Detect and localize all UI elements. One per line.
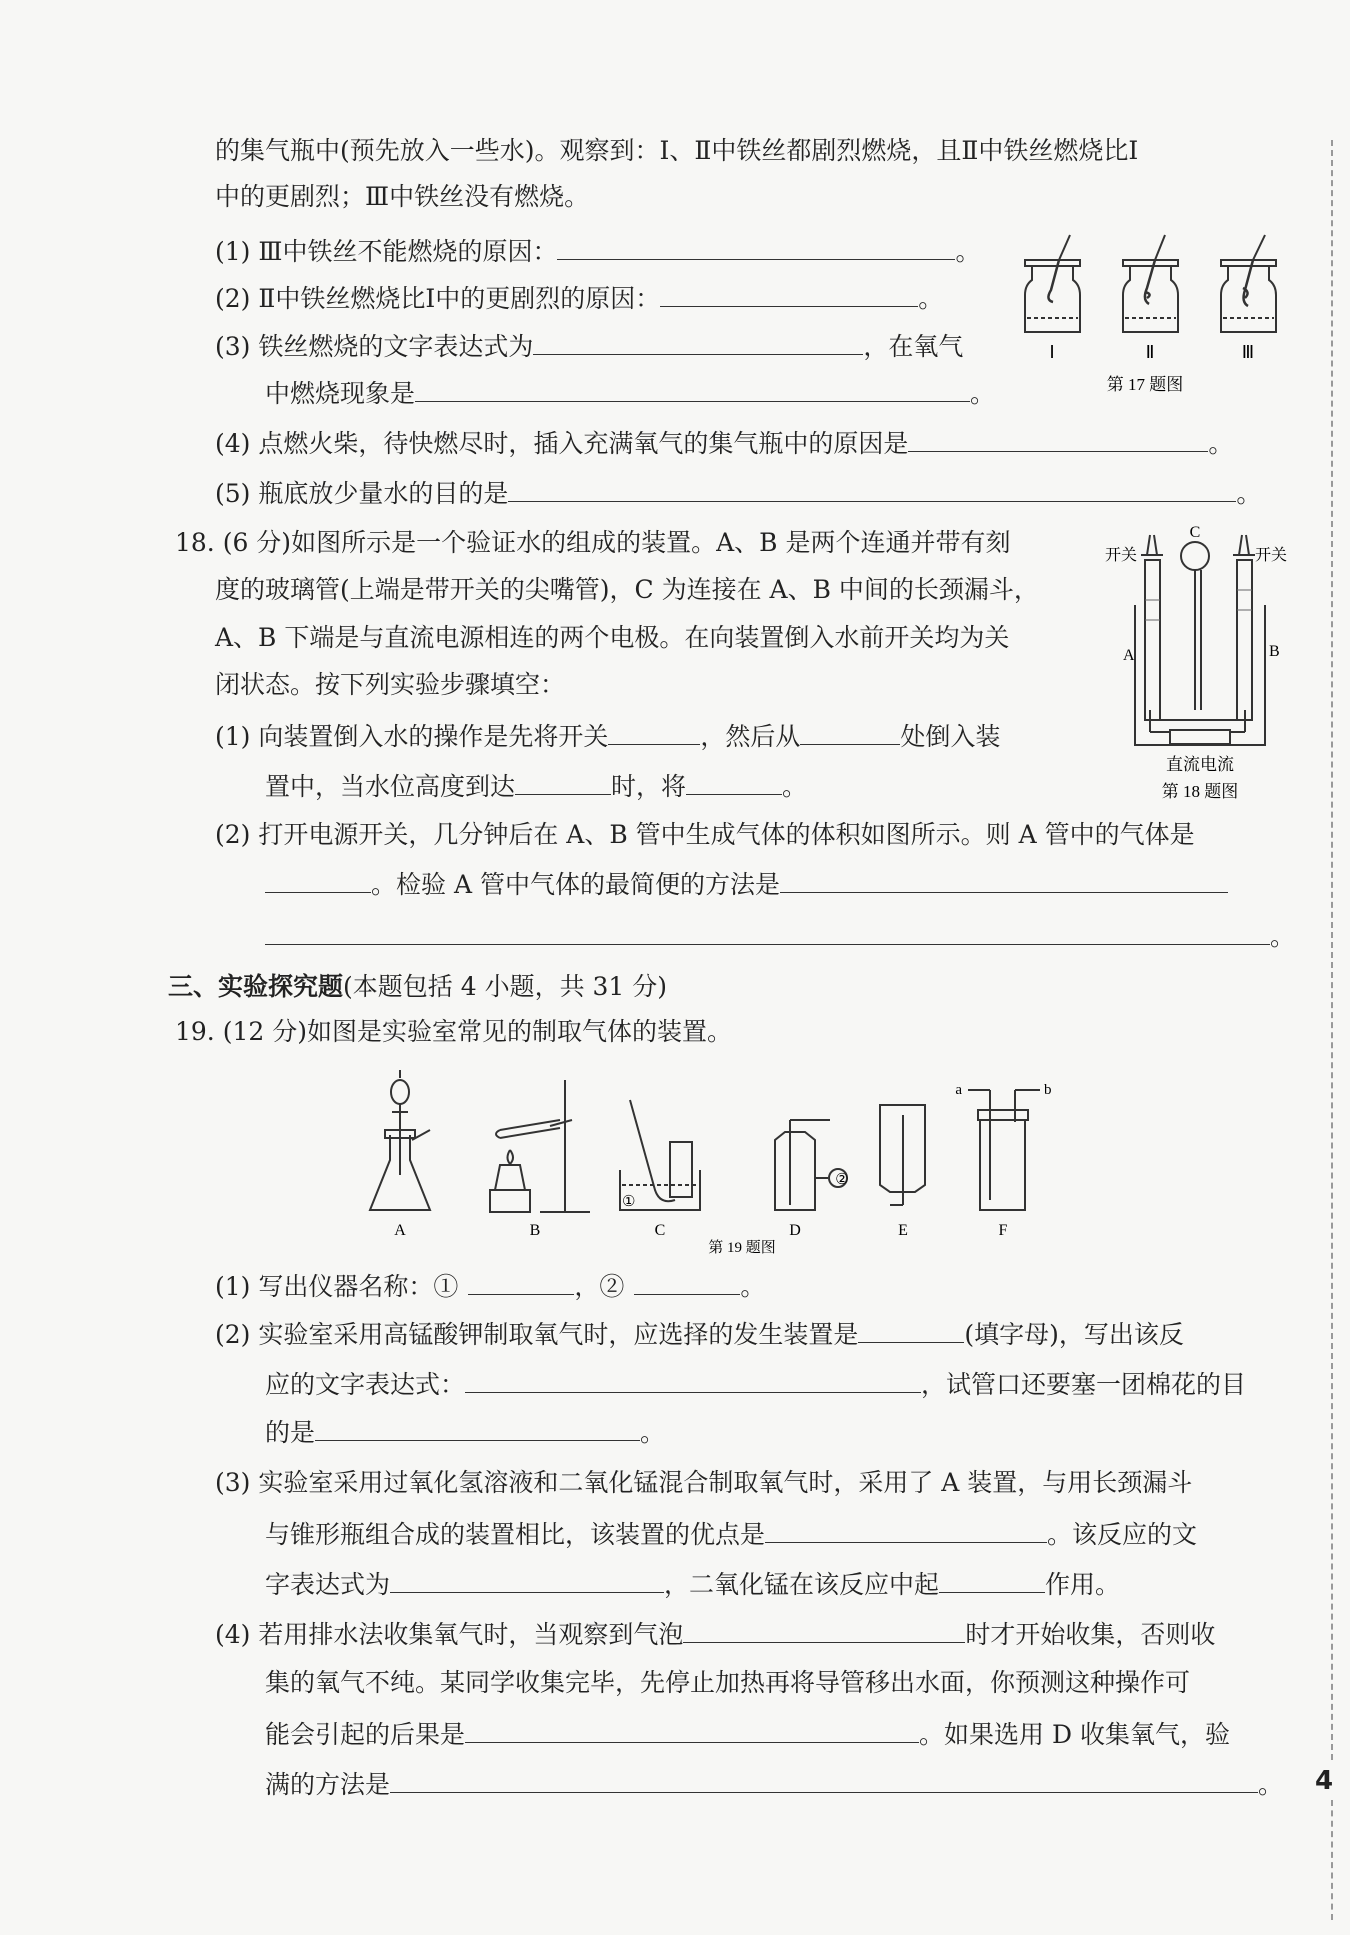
q18-answer-2b[interactable]: [780, 866, 1228, 893]
q19-part3-cont: 与锥形瓶组合成的装置相比，该装置的优点是 。该反应的文: [265, 1516, 1197, 1552]
q17-answer-2[interactable]: [660, 280, 918, 307]
fig19-label-A: A: [394, 1222, 406, 1239]
fig18-label-c: C: [1189, 524, 1201, 541]
q19-part3-cont2: 字表达式为 ，二氧化锰在该反应中起 作用。: [265, 1566, 1120, 1602]
q18-line3: A、B 下端是与直流电源相连的两个电极。在向装置倒入水前开关均为关: [215, 623, 1010, 652]
fig18-label-b: B: [1269, 643, 1280, 660]
q18-answer-2a[interactable]: [265, 866, 371, 893]
q19-part2-cont: 应的文字表达式： ，试管口还要塞一团棉花的目: [265, 1366, 1246, 1402]
q18-part1-cont: 置中，当水位高度到达 时，将 。: [265, 768, 807, 804]
q17-answer-3b[interactable]: [415, 375, 970, 402]
apparatus-d: [775, 1132, 815, 1210]
q18-figure: [1105, 520, 1305, 805]
page-number: 4: [1315, 1766, 1334, 1796]
section3-heading: 三、实验探究题(本题包括 4 小题，共 31 分): [168, 972, 668, 1001]
q19-figure: [360, 1060, 1120, 1255]
fig17-label-1: Ⅰ: [1049, 342, 1055, 362]
fig19-label-E: E: [898, 1222, 908, 1239]
q19-answer-2c[interactable]: [315, 1414, 640, 1441]
q19-stem: 19. (12 分)如图是实验室常见的制取气体的装置。: [175, 1017, 732, 1046]
q19-answer-4a[interactable]: [683, 1616, 965, 1643]
q19-answer-3b[interactable]: [390, 1566, 664, 1593]
q18-line2: 度的玻璃管(上端是带开关的尖嘴管)，C 为连接在 A、B 中间的长颈漏斗，: [215, 575, 1039, 604]
q18-line4: 闭状态。按下列实验步骤填空：: [215, 670, 566, 699]
apparatus-f: [980, 1120, 1025, 1210]
jar-1-lid: [1025, 260, 1080, 266]
fig18-switch-right: 开关: [1255, 547, 1288, 564]
q18-answer-1b[interactable]: [800, 718, 900, 745]
q18-part2-cont: 。检验 A 管中气体的最简便的方法是: [265, 866, 1228, 902]
fig18-power: 直流电流: [1166, 755, 1234, 774]
fig17-label-3: Ⅲ: [1241, 342, 1255, 362]
cut-line: [1331, 140, 1333, 1760]
q18-line1: 18. (6 分)如图所示是一个验证水的组成的装置。A、B 是两个连通并带有刻: [175, 528, 1011, 557]
q17-figure: [1015, 230, 1315, 400]
q17-intro-line1: 的集气瓶中(预先放入一些水)。观察到：Ⅰ、Ⅱ中铁丝都剧烈燃烧，且Ⅱ中铁丝燃烧比Ⅰ: [215, 136, 1139, 165]
q17-answer-1[interactable]: [557, 233, 955, 260]
fig18-label-a: A: [1123, 647, 1135, 664]
q17-part1: (1) Ⅲ中铁丝不能燃烧的原因： 。: [215, 233, 981, 269]
q17-answer-4[interactable]: [908, 425, 1208, 452]
q19-part3: (3) 实验室采用过氧化氢溶液和二氧化锰混合制取氧气时，采用了 A 装置，与用长颈漏斗: [215, 1468, 1193, 1497]
q17-answer-5[interactable]: [508, 475, 1236, 502]
fig18-caption: 第 18 题图: [1161, 782, 1239, 801]
fig17-label-2: Ⅱ: [1145, 342, 1155, 362]
q19-answer-4b[interactable]: [465, 1716, 919, 1743]
fig18-switch-left: 开关: [1105, 547, 1138, 564]
q18-part2-line: 。: [265, 918, 1295, 954]
fig19-caption: 第 19 题图: [708, 1240, 776, 1255]
q17-part5: (5) 瓶底放少量水的目的是 。: [215, 475, 1261, 511]
q17-intro-line2: 中的更剧烈；Ⅲ中铁丝没有燃烧。: [215, 182, 590, 211]
q19-answer-4c[interactable]: [390, 1766, 1258, 1793]
q18-part2: (2) 打开电源开关，几分钟后在 A、B 管中生成气体的体积如图所示。则 A 管中的气体是: [215, 820, 1195, 849]
q19-part4-cont: 集的氧气不纯。某同学收集完毕，先停止加热再将导管移出水面，你预测这种操作可: [265, 1668, 1191, 1697]
jar-1: [1025, 266, 1080, 332]
fig19-circle-1: ①: [622, 1194, 636, 1210]
q19-part2-cont2: 的是 。: [265, 1414, 665, 1450]
q19-part4-cont3: 满的方法是 。: [265, 1766, 1283, 1802]
fig19-circle-2: ②: [835, 1172, 849, 1188]
fig19-label-C: C: [654, 1222, 666, 1239]
q17-part4: (4) 点燃火柴，待快燃尽时，插入充满氧气的集气瓶中的原因是 。: [215, 425, 1233, 461]
q19-answer-1a[interactable]: [468, 1268, 574, 1295]
fig19-label-B: B: [529, 1222, 541, 1239]
q19-part4-cont2: 能会引起的后果是 。如果选用 D 收集氧气，验: [265, 1716, 1230, 1752]
q18-answer-1d[interactable]: [686, 768, 782, 795]
q17-part3-cont: 中燃烧现象是 。: [265, 375, 995, 411]
q18-part1: (1) 向装置倒入水的操作是先将开关 ，然后从 处倒入装: [215, 718, 1000, 754]
q18-answer-1a[interactable]: [608, 718, 700, 745]
fig19-label-a-port: a: [955, 1082, 962, 1098]
fig17-caption: 第 17 题图: [1106, 375, 1184, 394]
cut-line-lower: [1331, 1800, 1333, 1920]
q19-answer-3c[interactable]: [939, 1566, 1045, 1593]
q19-answer-3a[interactable]: [765, 1516, 1047, 1543]
fig19-label-b-port: b: [1044, 1082, 1052, 1098]
q19-part4: (4) 若用排水法收集氧气时，当观察到气泡 时才开始收集，否则收: [215, 1616, 1215, 1652]
q19-part1: (1) 写出仪器名称：① ，② 。: [215, 1268, 765, 1304]
q17-part2: (2) Ⅱ中铁丝燃烧比Ⅰ中的更剧烈的原因： 。: [215, 280, 943, 316]
q19-answer-1b[interactable]: [634, 1268, 740, 1295]
q19-answer-2a[interactable]: [858, 1316, 964, 1343]
q18-answer-1c[interactable]: [515, 768, 611, 795]
q17-part3: (3) 铁丝燃烧的文字表达式为 ，在氧气: [215, 328, 963, 364]
q19-answer-2b[interactable]: [465, 1366, 921, 1393]
apparatus-b: [490, 1190, 530, 1212]
q18-answer-2c[interactable]: [265, 918, 1270, 945]
fig19-label-F: F: [998, 1222, 1008, 1239]
fig19-label-D: D: [789, 1222, 801, 1239]
q19-part2: (2) 实验室采用高锰酸钾制取氧气时，应选择的发生装置是 (填字母)，写出该反: [215, 1316, 1184, 1352]
q17-answer-3a[interactable]: [533, 328, 863, 355]
